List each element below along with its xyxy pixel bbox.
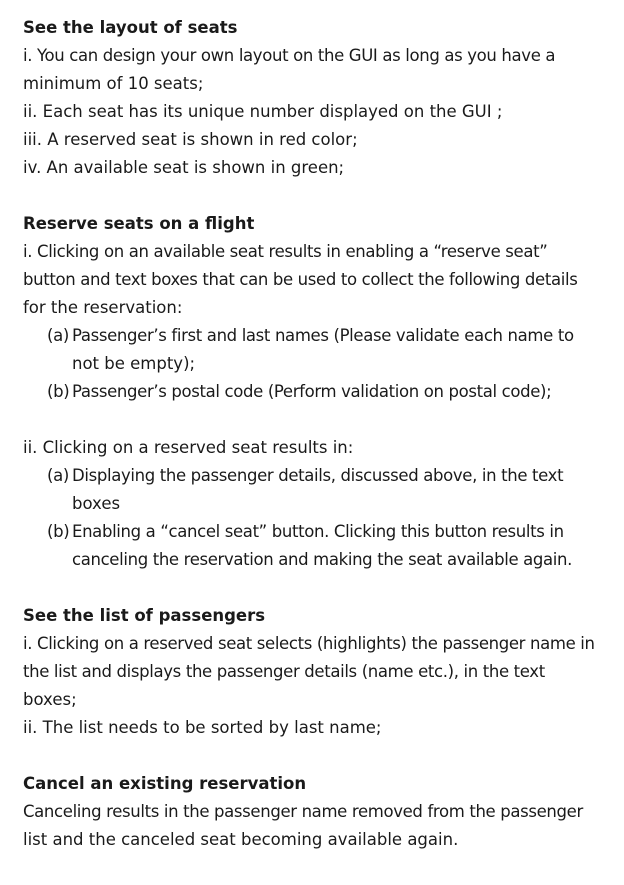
subitem-marker: (b) <box>47 382 70 401</box>
cancel-line-2: list and the canceled seat becoming available again. <box>23 830 459 849</box>
reserve-line-ii: ii. Clicking on a reserved seat results in: <box>23 438 354 457</box>
reserve-line-2: button and text boxes that can be used to collect the following details <box>23 270 578 289</box>
subitem-marker: (a) <box>47 326 69 345</box>
subitem-marker: (a) <box>47 466 69 485</box>
section-heading-reserve: Reserve seats on a flight <box>23 214 255 233</box>
layout-line-3: ii. Each seat has its unique number displayed on the GUI ; <box>23 102 503 121</box>
reserve-line-1: i. Clicking on an available seat results in enabling a “reserve seat” <box>23 242 548 261</box>
requirements-document <box>23 14 613 854</box>
reserved-subitem-b-continuation: canceling the reservation and making the seat available again. <box>72 550 573 569</box>
reserved-subitem-b <box>23 518 613 546</box>
reserve-line-3: for the reservation: <box>23 298 183 317</box>
layout-line-5: iv. An available seat is shown in green; <box>23 158 345 177</box>
subitem-text: Passenger’s first and last names (Please validate each name to <box>72 326 574 345</box>
layout-line-1: i. You can design your own layout on the GUI as long as you have a <box>23 46 556 65</box>
spacer <box>23 574 613 602</box>
section-heading-passengers: See the list of passengers <box>23 606 266 625</box>
subitem-text: Displaying the passenger details, discussed above, in the text <box>72 466 564 485</box>
layout-line-4: iii. A reserved seat is shown in red color; <box>23 130 358 149</box>
spacer <box>23 182 613 210</box>
section-heading-cancel: Cancel an existing reservation <box>23 774 307 793</box>
reserve-subitem-a <box>23 322 613 350</box>
section-heading-layout: See the layout of seats <box>23 18 238 37</box>
passengers-line-3: boxes; <box>23 690 77 709</box>
reserved-subitem-a <box>23 462 613 490</box>
spacer <box>23 406 613 434</box>
cancel-line-1: Canceling results in the passenger name removed from the passenger <box>23 802 583 821</box>
reserved-subitem-a-continuation: boxes <box>72 494 121 513</box>
passengers-line-2: the list and displays the passenger details (name etc.), in the text <box>23 662 545 681</box>
subitem-text: Passenger’s postal code (Perform validation on postal code); <box>72 382 552 401</box>
layout-line-2: minimum of 10 seats; <box>23 74 204 93</box>
reserve-subitem-a-continuation: not be empty); <box>72 354 196 373</box>
subitem-marker: (b) <box>47 522 70 541</box>
passengers-line-4: ii. The list needs to be sorted by last name; <box>23 718 382 737</box>
spacer <box>23 742 613 770</box>
subitem-text: Enabling a “cancel seat” button. Clicking this button results in <box>72 522 564 541</box>
passengers-line-1: i. Clicking on a reserved seat selects (highlights) the passenger name in <box>23 634 595 653</box>
reserve-subitem-b <box>23 378 613 406</box>
